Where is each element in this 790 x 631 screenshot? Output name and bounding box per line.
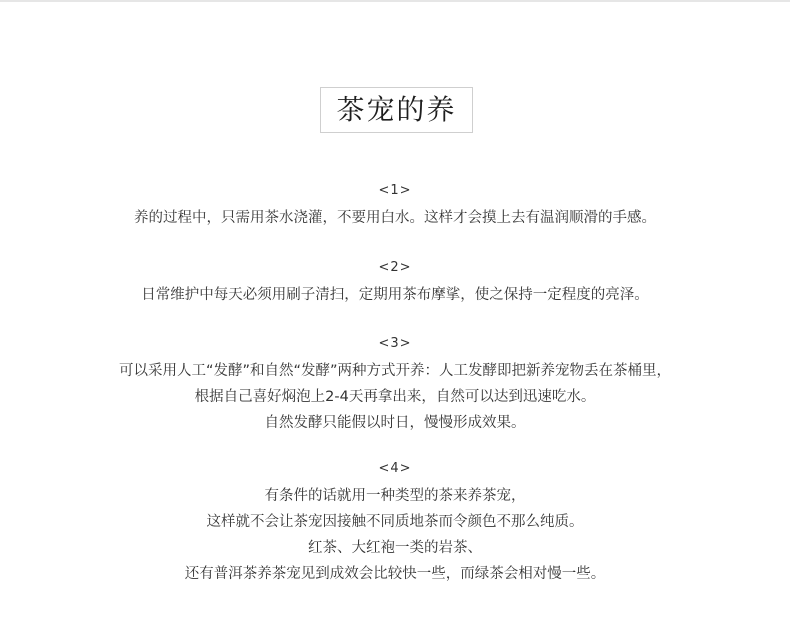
section-line: 根据自己喜好焖泡上2-4天再拿出来，自然可以达到迅速吃水。	[194, 389, 596, 405]
section-line: 自然发酵只能假以时日，慢慢形成效果。	[264, 415, 526, 431]
section-number: <2>	[378, 260, 412, 275]
section-line: 红茶、大红袍一类的岩茶、	[308, 540, 482, 556]
section-4	[0, 460, 790, 587]
section-number: <1>	[378, 183, 412, 198]
section-line: 日常维护中每天必须用刷子清扫，定期用茶布摩挲，使之保持一定程度的亮泽。	[141, 287, 649, 303]
section-3	[0, 335, 790, 436]
section-2	[0, 259, 790, 308]
section-line: 还有普洱茶养茶宠见到成效会比较快一些，而绿茶会相对慢一些。	[184, 566, 606, 582]
section-line: 有条件的话就用一种类型的茶来养茶宠，	[264, 488, 526, 504]
page-title: 茶宠的养	[336, 93, 457, 126]
title-box	[320, 87, 473, 133]
top-divider	[0, 0, 790, 2]
section-line: 养的过程中，只需用茶水浇灌，不要用白水。这样才会摸上去有温润顺滑的手感。	[134, 210, 656, 226]
section-line: 可以采用人工“发酵”和自然“发酵”两种方式开养：人工发酵即把新养宠物丢在茶桶里，	[118, 363, 672, 379]
section-1	[0, 182, 790, 231]
section-line: 这样就不会让茶宠因接触不同质地茶而令颜色不那么纯质。	[206, 514, 584, 530]
section-number: <3>	[378, 336, 412, 351]
section-number: <4>	[378, 461, 412, 476]
